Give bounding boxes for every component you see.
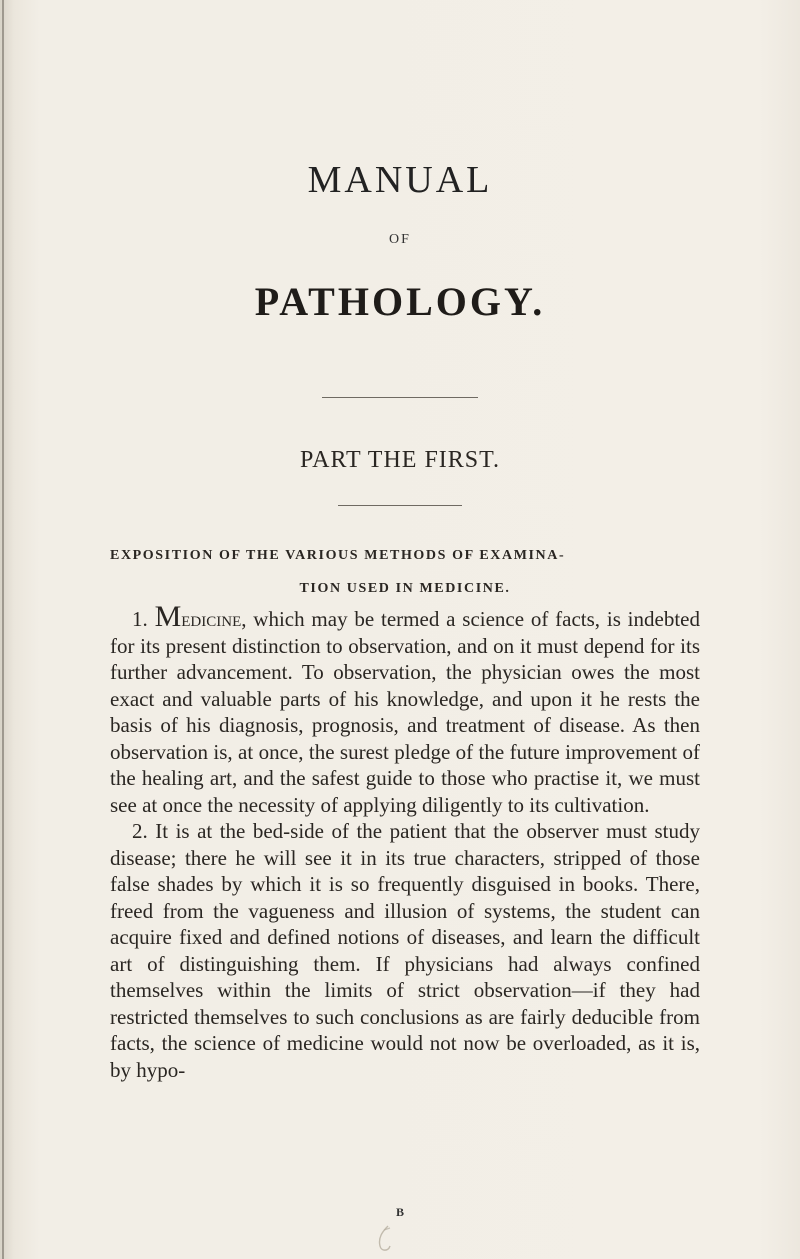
title-divider-rule xyxy=(322,397,478,398)
lead-word-rest: edicine xyxy=(181,606,242,631)
lead-initial: M xyxy=(154,600,182,633)
paragraph-text: , which may be termed a science of facts, is indebted for its present distinction to observation, and on it must depend for its further advancement. To observation, the physician owes the most exact and valuable parts of his knowledge, and upon it he rests the basis of his diagnosis, prognosis, and treatment of disease. As then observation is, at once, the surest pledge of the future improvement of the healing art, and the safest guide to those who practise it, we must see at once the necessity of applying diligently to its cultivation. xyxy=(110,607,700,817)
section-heading-line-2: TION USED IN MEDICINE. xyxy=(299,581,511,596)
section-heading xyxy=(110,539,700,605)
paragraph-1 xyxy=(110,600,700,818)
signature-mark: B xyxy=(395,1205,404,1219)
paragraph-number: 2. xyxy=(132,819,148,843)
section-heading-line-1: EXPOSITION OF THE VARIOUS METHODS OF EXAMINA- xyxy=(110,548,566,563)
book-title: MANUAL xyxy=(307,159,493,201)
part-divider-rule xyxy=(338,505,462,506)
title-connector: OF xyxy=(389,232,411,247)
part-title: PART THE FIRST. xyxy=(299,447,501,473)
body-text xyxy=(110,600,701,1083)
paragraph-2 xyxy=(110,818,700,1083)
paragraph-number: 1. xyxy=(132,607,148,631)
book-subtitle: PATHOLOGY. xyxy=(254,279,546,324)
paragraph-text: It is at the bed-side of the patient that the observer must study disease; there he will see it in its true characters, stripped of those false shades by which it is so frequently disguised in books. There, freed from the vagueness and illusion of systems, the student can acquire fixed and defined notions of diseases, and learn the difficult art of distinguishing them. If physicians had always confined themselves within the limits of strict observation—if they had restricted themselves to such conclusions as are fairly deducible from facts, the science of medicine would not now be overloaded, as it is, by hypo- xyxy=(110,819,701,1082)
ink-smudge-mark xyxy=(368,1222,402,1256)
